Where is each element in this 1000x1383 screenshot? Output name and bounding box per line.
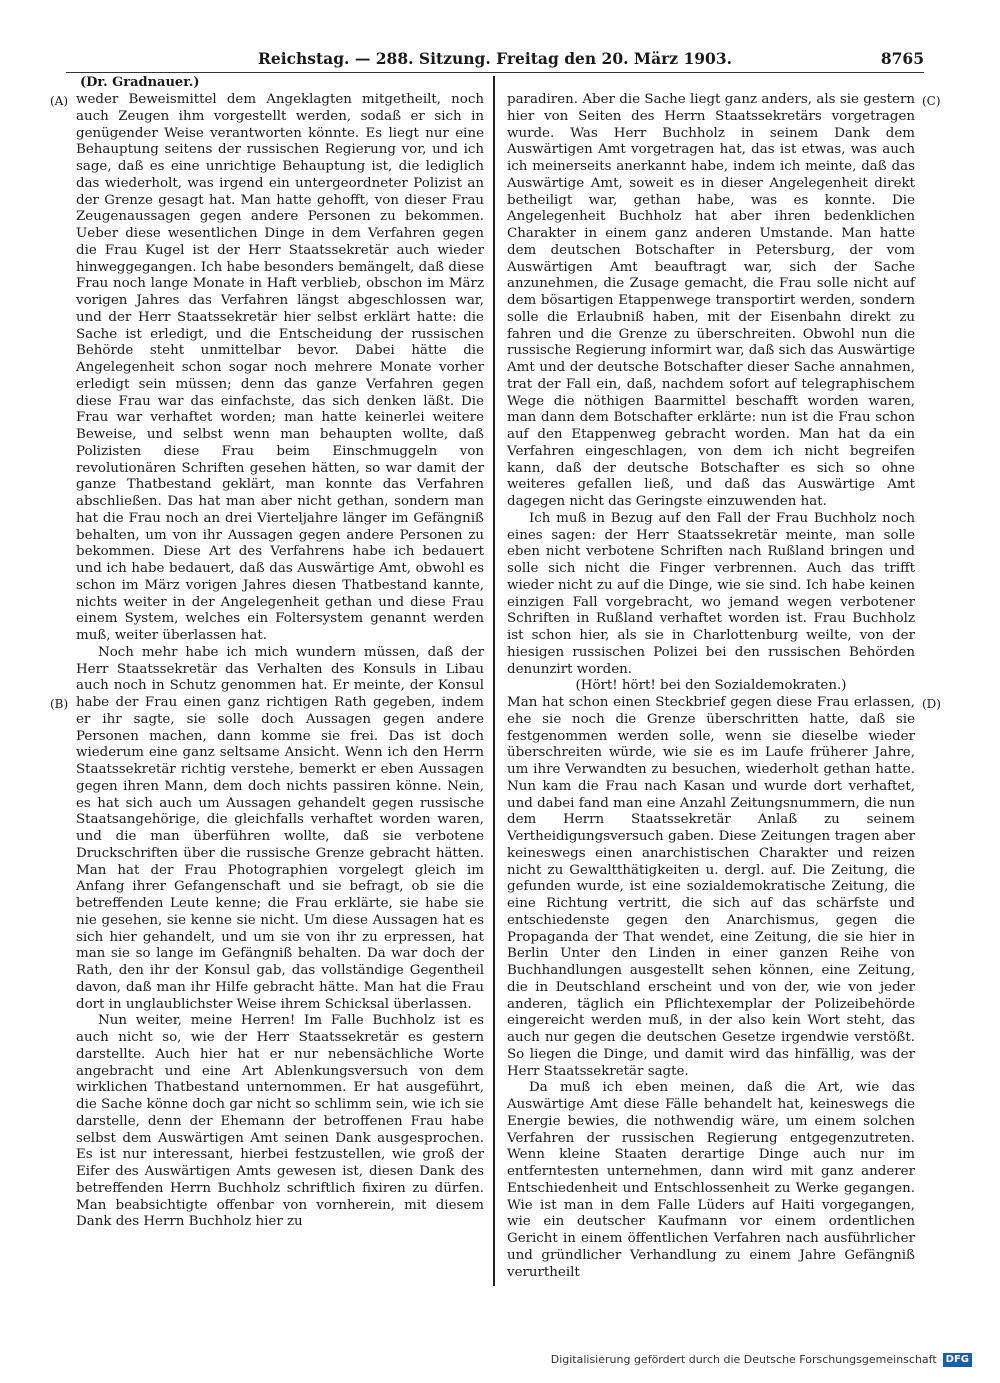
interjection: (Hört! hört! bei den Sozialdemokraten.) [575,678,847,694]
column-divider [493,76,495,1286]
paragraph: Da muß ich eben meinen, daß die Art, wie das Auswärtige Amt diese Fälle behandelt hat, keineswegs die Energie bewies, die nothwendig wäre, um einem solchen Verfahren der russischen Regierung entgegenzutreten. Wenn kleine Staaten derartige Dinge auch nur im entferntesten unternehmen, dann wird mit ganz anderer Entschiedenheit und Entschlossenheit zu Werke gegangen. Wie ist man in dem Falle Lüders auf Haiti vorgegangen, wie ein deutscher Kaufmann vor einem ordentlichen Gericht in einem öffentlichen Verfahren nach ausführlicher und gründlicher Verhandlung zu einem Jahre Gefängniß verurtheilt [507,1080,915,1280]
page-header [66,48,924,70]
speaker-name: (Dr. Gradnauer.) [80,75,200,90]
paragraph: Nun weiter, meine Herren! Im Falle Buchholz ist es auch nicht so, wie der Herr Staatssekretär es gestern darstellte. Auch hier hat er nur nebensächliche Worte angebracht und eine Art Ablenkungsversuch von dem wirklichen Thatbestand unternommen. Er hat ausgeführt, die Sache könne doch gar nicht so schlimm sein, wie ich sie darstelle, denn der Ehemann der betroffenen Frau habe selbst dem Auswärtigen Amt seinen Dank ausgesprochen. Es ist nur interessant, hierbei festzustellen, wie groß der Eifer des Auswärtigen Amts gewesen ist, diesen Dank des betreffenden Herrn Buchholz schriftlich fixiren zu dürfen. Man beabsichtigte offenbar von vornherein, mit diesem Dank des Herrn Buchholz hier zu [76,1013,484,1230]
paragraph: Ich muß in Bezug auf den Fall der Frau Buchholz noch eines sagen: der Herr Staatssekretär meinte, man solle eben nicht verbotene Schriften nach Rußland bringen und solle sich nicht die Finger verbrennen. Auch das trifft wieder nicht zu auf die Dinge, wie sie sind. Ich habe keinen einzigen Fall vorgebracht, wo jemand wegen verbotener Schriften in Rußland verhaftet worden ist. Frau Buchholz ist schon hier, als sie in Charlottenburg weilte, von der hiesigen russischen Polizei bei den russischen Behörden denunzirt worden. [507,510,915,677]
margin-marker-b: (B) [50,697,69,711]
paragraph: paradiren. Aber die Sache liegt ganz anders, als sie gestern hier von Seiten des Herrn Staatssekretärs vorgetragen wurde. Was Herr Buchholz in seinem Dank dem Auswärtigen Amt vorgetragen hat, das ist etwas, was auch ich meinerseits anerkannt habe, indem ich meinte, daß das Auswärtige Amt, soweit es in dieser Angelegenheit direkt betheiligt war, gethan habe, was es konnte. Die Angelegenheit Buchholz hat aber ihren bedenklichen Charakter in einem ganz anderen Umstande. Man hatte dem deutschen Botschafter in Petersburg, der vom Auswärtigen Amt beauftragt war, sich der Sache anzunehmen, die Zusage gemacht, die Frau solle nicht auf dem bösartigen Etappenwege transportirt werden, sondern solle die Erlaubniß haben, mit der Eisenbahn direkt zu fahren und die Grenze zu überschreiten. Obwohl nun die russische Regierung informirt war, daß sich das Auswärtige Amt und der deutsche Botschafter dieser Sache annahmen, trat der Fall ein, daß, nachdem sofort auf telegraphischem Wege die nöthigen Baarmittel beschafft worden waren, man dann dem Botschafter erklärte: nun ist die Frau schon auf den Etappenweg gebracht worden. Man hat da ein Verfahren eingeschlagen, von dem ich nicht begreifen kann, daß der deutsche Botschafter es sich so ohne weiteres gefallen ließ, und daß das Auswärtige Amt dagegen nicht das Geringste einzuwenden hat. [507,92,915,509]
page-number: 8765 [880,49,924,68]
header-rule [66,72,924,73]
paragraph: weder Beweismittel dem Angeklagten mitgetheilt, noch auch Zeugen ihm vorgestellt werden, sodaß er sich in genügender Weise verantworten könnte. Es liegt nur eine Behauptung seitens der russischen Regierung vor, und ich sage, daß es eine unrichtige Behauptung ist, die lediglich das wiederholt, was irgend ein untergeordneter Polizist an der Grenze gesagt hat. Man hatte gehofft, von dieser Frau Zeugenaussagen gegen andere Personen zu bekommen. Ueber diese wesentlichen Dinge in dem Verfahren gegen die Frau Kugel ist der Herr Staatssekretär auch wieder hinweggegangen. Ich habe besonders bemängelt, daß diese Frau noch lange Monate in Haft verblieb, obschon im März vorigen Jahres das Verfahren längst abgeschlossen war, und der Herr Staatssekretär hier selbst erklärt hatte: die Sache ist erledigt, und die Entscheidung der russischen Behörde steht unmittelbar bevor. Dabei hätte die Angelegenheit schon sogar noch mehrere Monate vorher erledigt sein müssen; denn das ganze Verfahren gegen diese Frau war das einfachste, das sich denken läßt. Die Frau war verhaftet worden; man hatte keinerlei weitere Beweise, und selbst wenn man behaupten wollte, daß Polizisten diese Frau beim Einschmuggeln von revolutionären Schriften gesehen hätten, so war damit der ganze Thatbestand geklärt, man konnte das Verfahren abschließen. Das hat man aber nicht gethan, sondern man hat die Frau noch an drei Vierteljahre länger im Gefängniß behalten, um von ihr Aussagen gegen andere Personen zu bekommen. Diese Art des Verfahrens habe ich bedauert und ich habe bedauert, daß das Auswärtige Amt, obwohl es schon im März vorigen Jahres diesen Thatbestand kannte, nichts weiter in der Angelegenheit gethan und diese Frau einem System, welches ein Foltersystem genannt werden muß, weiter überlassen hat. [76,92,484,643]
margin-marker-c: (C) [922,94,941,108]
left-column [76,92,484,1231]
margin-marker-d: (D) [922,697,941,711]
paragraph: Noch mehr habe ich mich wundern müssen, daß der Herr Staatssekretär das Verhalten des Konsuls in Libau auch noch in Schutz genommen hat. Er meinte, der Konsul habe der Frau einen ganz richtigen Rath gegeben, indem er ihr sagte, sie solle doch Aussagen gegen andere Personen machen, dann komme sie frei. Das ist doch wiederum eine ganz seltsame Ansicht. Wenn ich den Herrn Staatssekretär richtig verstehe, bemerkt er eben Aussagen gegen ihren Mann, dem doch nichts passiren könne. Nein, es hat sich auch um Aussagen gehandelt gegen russische Staatsangehörige, die gleichfalls verhaftet worden waren, und die man überführen wollte, daß sie verbotene Druckschriften über die russische Grenze gebracht hätten. Man hat der Frau Photographien vorgelegt gleich im Anfang ihrer Gefangenschaft und sie befragt, ob sie die betreffenden Leute kenne; die Frau erklärte, sie habe sie nie gesehen, sie kenne sie nicht. Um diese Aussagen hat es sich hier gehandelt, und um sie von ihr zu erpressen, hat man sie so lange im Gefängniß behalten. Da war doch der Rath, den ihr der Konsul gab, das vollständige Gegentheil davon, daß man ihr Hilfe gebracht hätte. Man hat die Frau dort in unglaublichster Weise ihrem Schicksal überlassen. [76,644,484,1012]
margin-marker-a: (A) [50,94,69,108]
paragraph: Man hat schon einen Steckbrief gegen diese Frau erlassen, ehe sie noch die Grenze überschritten hatte, daß sie festgenommen werden solle, wenn sie dieselbe wieder überschreiten würde, wie sie es im Laufe früherer Jahre, um ihre Verwandten zu besuchen, wiederholt gethan hatte. Nun kam die Frau nach Kasan und wurde dort verhaftet, und dabei fand man eine Anzahl Zeitungsnummern, die nun dem Herrn Staatssekretär Anlaß zu seinem Vertheidigungsversuch gaben. Diese Zeitungen tragen aber keineswegs einen anarchistischen Charakter und reizen nicht zu Gewaltthätigkeiten u. dergl. auf. Die Zeitung, die gefunden wurde, ist eine sozialdemokratische Zeitung, die eine Richtung vertritt, die sich auf das schärfste und entschiedenste gegen den Anarchismus, gegen die Propaganda der That wendet, eine Zeitung, die sie hier in Berlin Unter den Linden in einer ganzen Reihe von Buchhandlungen ausgestellt sehen können, eine Zeitung, die in Deutschland erscheint und von der, wie von jeder anderen, täglich ein Pflichtexemplar der Polizeibehörde eingereicht werden muß, in der also kein Wort steht, das auch nur gegen die deutschen Gesetze irgendwie verstößt. So liegen die Dinge, und damit wird das hinfällig, was der Herr Staatssekretär sagte. [507,695,915,1079]
running-title: Reichstag. — 288. Sitzung. Freitag den 20. März 1903. [257,49,733,68]
dfg-logo: DFG [943,1353,972,1367]
footer-text: Digitalisierung gefördert durch die Deutsche Forschungsgemeinschaft [550,1353,937,1366]
right-column [507,92,915,1281]
footer-credit [551,1351,972,1369]
